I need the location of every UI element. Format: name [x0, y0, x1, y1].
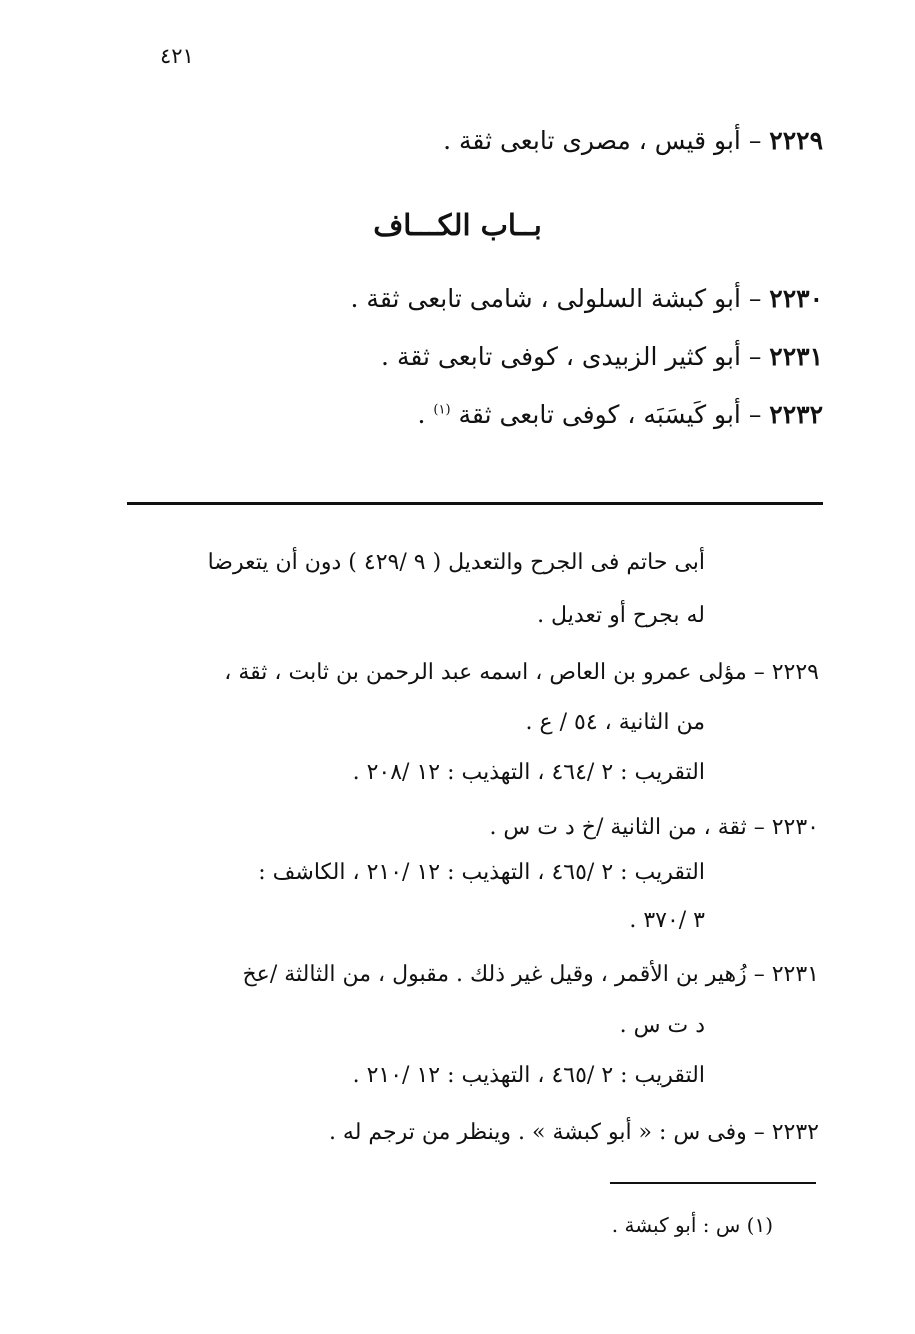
footnote-reference: (١) [433, 402, 451, 418]
note-line: التقريب : ٢ /٤٦٥ ، التهذيب : ١٢ /٢١٠ ، الكاشف : [258, 860, 705, 885]
note-line: د ت س . [619, 1013, 705, 1038]
entry-end: . [417, 400, 434, 429]
entry-text: – أبو قيس ، مصرى تابعى ثقة . [443, 126, 770, 155]
notes-divider [127, 502, 823, 505]
entry-2229 [443, 126, 823, 155]
footnote-divider [610, 1182, 816, 1184]
page-number: ٤٢١ [160, 44, 194, 68]
note-line: ٢٢٣٢ – وفى س : « أبو كبشة » . وينظر من ترجم له . [328, 1120, 819, 1145]
entry-text: – أبو كثير الزبيدى ، كوفى تابعى ثقة . [381, 342, 770, 371]
note-line: ٢٢٢٩ – مؤلى عمرو بن العاص ، اسمه عبد الرحمن بن ثابت ، ثقة ، [224, 660, 819, 685]
entry-text: – أبو كَيسَبَه ، كوفى تابعى ثقة [458, 400, 770, 429]
entry-text: – أبو كبشة السلولى ، شامى تابعى ثقة . [350, 284, 770, 313]
note-line: ٢٢٣٠ – ثقة ، من الثانية /خ د ت س . [489, 815, 819, 840]
entry-2230 [351, 284, 823, 313]
note-line: أبى حاتم فى الجرح والتعديل ( ٩ /٤٢٩ ) دون أن يتعرضا [207, 550, 705, 575]
entry-number: ٢٢٣١ [769, 342, 823, 371]
entry-2232 [418, 400, 823, 429]
note-line: ٣ /٣٧٠ . [629, 908, 705, 933]
note-line: ٢٢٣١ – زُهير بن الأقمر ، وقيل غير ذلك . مقبول ، من الثالثة /عخ [242, 962, 819, 987]
entry-2231 [381, 342, 823, 371]
note-line: التقريب : ٢ /٤٦٤ ، التهذيب : ١٢ /٢٠٨ . [352, 760, 705, 785]
entry-number: ٢٢٢٩ [769, 126, 823, 155]
note-line: له بجرح أو تعديل . [537, 603, 705, 628]
entry-number: ٢٢٣٠ [769, 284, 823, 313]
note-line: التقريب : ٢ /٤٦٥ ، التهذيب : ١٢ /٢١٠ . [352, 1063, 705, 1088]
section-heading: بــاب الكـــاف [373, 208, 542, 242]
note-line: من الثانية ، ٥٤ / ع . [525, 710, 705, 735]
footnote: (١) س : أبو كبشة . [611, 1213, 773, 1237]
entry-number: ٢٢٣٢ [769, 400, 823, 429]
